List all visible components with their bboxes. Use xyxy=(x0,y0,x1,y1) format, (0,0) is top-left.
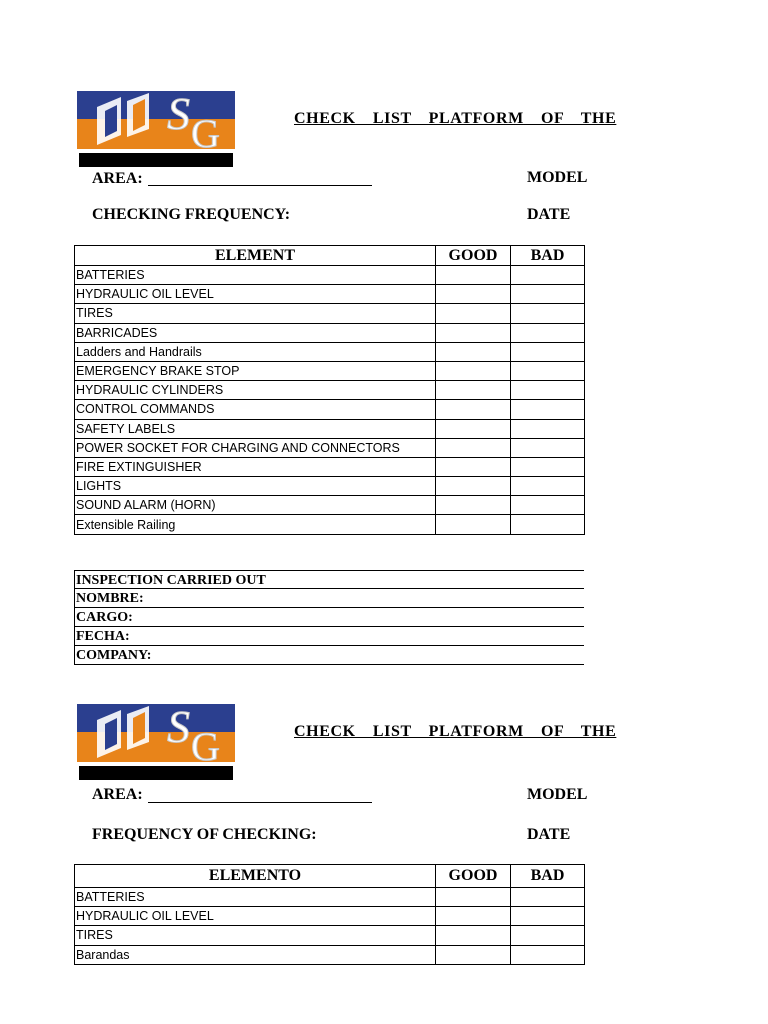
good-cell[interactable] xyxy=(436,361,511,380)
model-label: MODEL xyxy=(527,786,588,803)
company-logo xyxy=(77,704,235,782)
cargo-field[interactable]: CARGO: xyxy=(74,608,584,627)
good-cell[interactable] xyxy=(436,342,511,361)
bad-cell[interactable] xyxy=(511,381,585,400)
bad-cell[interactable] xyxy=(511,342,585,361)
good-cell[interactable] xyxy=(436,907,511,926)
item-label: SOUND ALARM (HORN) xyxy=(75,496,436,515)
table-row xyxy=(75,285,585,304)
bad-header: BAD xyxy=(511,246,585,266)
bad-cell[interactable] xyxy=(511,945,585,964)
bad-cell[interactable] xyxy=(511,400,585,419)
bad-cell[interactable] xyxy=(511,361,585,380)
good-cell[interactable] xyxy=(436,477,511,496)
date-label: DATE xyxy=(527,206,571,223)
company-logo xyxy=(77,91,235,169)
good-cell[interactable] xyxy=(436,945,511,964)
svg-text:S: S xyxy=(167,704,190,752)
item-label: Barandas xyxy=(75,945,436,964)
table-row xyxy=(75,381,585,400)
item-label: BARRICADES xyxy=(75,323,436,342)
bad-cell[interactable] xyxy=(511,515,585,534)
bad-cell[interactable] xyxy=(511,926,585,945)
good-header: GOOD xyxy=(436,865,511,888)
item-label: CONTROL COMMANDS xyxy=(75,400,436,419)
table-row xyxy=(75,419,585,438)
bad-cell[interactable] xyxy=(511,496,585,515)
inspection-carried-out-label: INSPECTION CARRIED OUT xyxy=(74,570,584,589)
good-cell[interactable] xyxy=(436,515,511,534)
bad-cell[interactable] xyxy=(511,888,585,907)
item-label: POWER SOCKET FOR CHARGING AND CONNECTORS xyxy=(75,438,436,457)
good-cell[interactable] xyxy=(436,496,511,515)
element-header: ELEMENTO xyxy=(75,865,436,888)
bad-cell[interactable] xyxy=(511,457,585,476)
item-label: EMERGENCY BRAKE STOP xyxy=(75,361,436,380)
svg-text:G: G xyxy=(191,111,220,151)
item-label: HYDRAULIC OIL LEVEL xyxy=(75,285,436,304)
frequency-label: FREQUENCY OF CHECKING: xyxy=(92,826,317,843)
item-label: HYDRAULIC OIL LEVEL xyxy=(75,907,436,926)
table-row xyxy=(75,926,585,945)
table-row xyxy=(75,304,585,323)
table-row xyxy=(75,438,585,457)
table-row xyxy=(75,342,585,361)
table-row xyxy=(75,496,585,515)
form-title: CHECK LIST PLATFORM OF THE xyxy=(294,110,617,127)
item-label: SAFETY LABELS xyxy=(75,419,436,438)
good-cell[interactable] xyxy=(436,457,511,476)
good-cell[interactable] xyxy=(436,285,511,304)
good-cell[interactable] xyxy=(436,400,511,419)
item-label: FIRE EXTINGUISHER xyxy=(75,457,436,476)
table-row xyxy=(75,477,585,496)
checklist-table xyxy=(74,245,585,535)
svg-text:S: S xyxy=(167,91,190,139)
date-label: DATE xyxy=(527,826,571,843)
item-label: Extensible Railing xyxy=(75,515,436,534)
table-row xyxy=(75,266,585,285)
bad-cell[interactable] xyxy=(511,477,585,496)
bad-cell[interactable] xyxy=(511,304,585,323)
table-row xyxy=(75,361,585,380)
model-label: MODEL xyxy=(527,169,588,186)
bad-cell[interactable] xyxy=(511,323,585,342)
table-row xyxy=(75,457,585,476)
nombre-field[interactable]: NOMBRE: xyxy=(74,589,584,608)
item-label: BATTERIES xyxy=(75,266,436,285)
table-row xyxy=(75,400,585,419)
form-title: CHECK LIST PLATFORM OF THE xyxy=(294,723,617,740)
element-header: ELEMENT xyxy=(75,246,436,266)
table-row xyxy=(75,907,585,926)
svg-text:G: G xyxy=(191,724,220,764)
area-label: AREA: xyxy=(92,170,143,187)
bad-cell[interactable] xyxy=(511,285,585,304)
good-cell[interactable] xyxy=(436,419,511,438)
bad-cell[interactable] xyxy=(511,438,585,457)
good-header: GOOD xyxy=(436,246,511,266)
table-row xyxy=(75,515,585,534)
item-label: BATTERIES xyxy=(75,888,436,907)
checklist-table xyxy=(74,864,585,965)
item-label: LIGHTS xyxy=(75,477,436,496)
company-field[interactable]: COMPANY: xyxy=(74,646,584,665)
inspection-block xyxy=(74,570,584,665)
bad-header: BAD xyxy=(511,865,585,888)
good-cell[interactable] xyxy=(436,304,511,323)
bad-cell[interactable] xyxy=(511,419,585,438)
good-cell[interactable] xyxy=(436,323,511,342)
good-cell[interactable] xyxy=(436,926,511,945)
good-cell[interactable] xyxy=(436,266,511,285)
table-row xyxy=(75,888,585,907)
area-label: AREA: xyxy=(92,786,143,803)
item-label: Ladders and Handrails xyxy=(75,342,436,361)
area-field[interactable] xyxy=(148,802,372,803)
frequency-label: CHECKING FREQUENCY: xyxy=(92,206,291,223)
table-row xyxy=(75,323,585,342)
area-field[interactable] xyxy=(148,185,372,186)
fecha-field[interactable]: FECHA: xyxy=(74,627,584,646)
table-row xyxy=(75,945,585,964)
item-label: TIRES xyxy=(75,304,436,323)
good-cell[interactable] xyxy=(436,888,511,907)
item-label: TIRES xyxy=(75,926,436,945)
good-cell[interactable] xyxy=(436,381,511,400)
bad-cell[interactable] xyxy=(511,907,585,926)
bad-cell[interactable] xyxy=(511,266,585,285)
good-cell[interactable] xyxy=(436,438,511,457)
item-label: HYDRAULIC CYLINDERS xyxy=(75,381,436,400)
